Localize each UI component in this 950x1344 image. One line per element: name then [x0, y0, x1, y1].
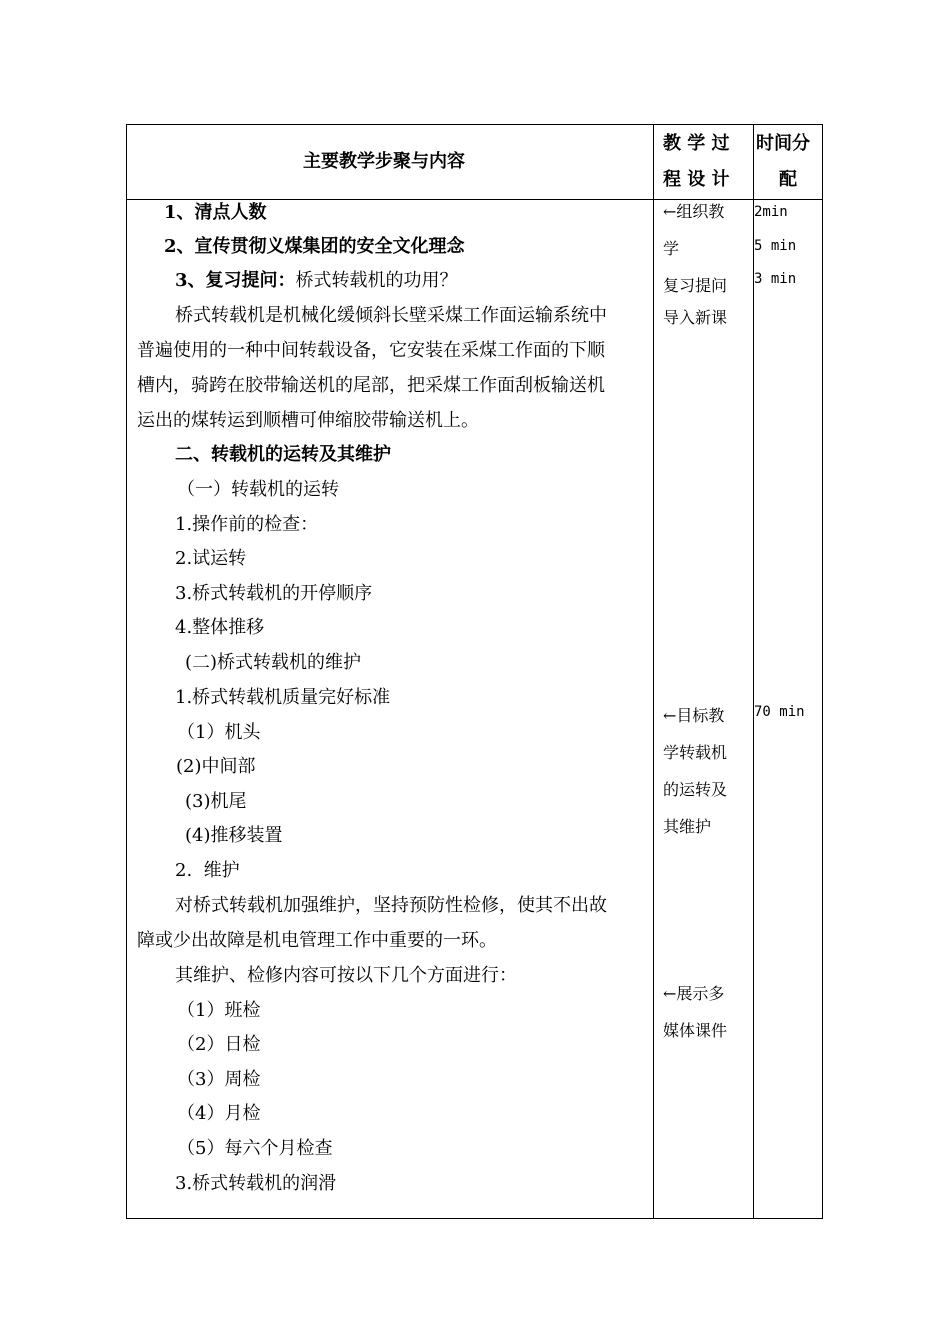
process-note-2: ←目标教: [663, 706, 725, 725]
process-note-1: 复习提问: [663, 276, 728, 295]
para1-line: 桥式转载机是机械化缓倾斜长壁采煤工作面运输系统中: [175, 305, 607, 326]
header-process-line1: 教 学 过: [663, 133, 730, 154]
step-2: 2、宣传贯彻义煤集团的安全文化理念: [164, 236, 465, 257]
time-value: 70 min: [754, 704, 805, 720]
process-note-2: 学转载机: [663, 743, 728, 762]
time-value: 2min: [754, 204, 788, 220]
para1-line: 运出的煤转运到顺槽可伸缩胶带输送机上。: [137, 410, 479, 431]
process-note-1: 导入新课: [663, 308, 728, 327]
list-item: 2. 维护: [175, 860, 240, 881]
process-note-2: 的运转及: [663, 780, 728, 799]
list-item: （4）月检: [177, 1103, 261, 1124]
header-divider: [127, 199, 822, 200]
subsection-2: (二)桥式转载机的维护: [185, 652, 362, 673]
list-item: 3.桥式转载机的开停顺序: [175, 583, 373, 604]
para1-line: 普遍使用的一种中间转载设备，它安装在采煤工作面的下顺: [137, 340, 605, 361]
process-note-3: ←展示多: [663, 984, 725, 1003]
column-divider: [653, 125, 654, 1218]
list-item: 2.试运转: [175, 548, 247, 569]
process-note-1: ←组织教: [663, 202, 725, 221]
list-item: (3)机尾: [185, 791, 247, 812]
list-item: (2)中间部: [176, 756, 256, 777]
header-time-line1: 时间分: [756, 133, 810, 154]
list-item: 3.桥式转载机的润滑: [175, 1173, 337, 1194]
step-3-question: 桥式转载机的功用？: [295, 270, 458, 291]
list-item: (4)推移装置: [185, 825, 283, 846]
step-3: [175, 270, 458, 292]
list-item: 4.整体推移: [175, 617, 265, 638]
time-value: 5 min: [754, 238, 797, 254]
list-item: 1.桥式转载机质量完好标准: [175, 687, 391, 708]
header-process-line2: 程 设 计: [663, 169, 730, 190]
step-1: 1、清点人数: [164, 202, 267, 223]
process-note-3: 媒体课件: [663, 1021, 728, 1040]
para1-line: 槽内，骑跨在胶带输送机的尾部，把采煤工作面刮板输送机: [137, 375, 605, 396]
para2-line: 障或少出故障是机电管理工作中重要的一环。: [137, 930, 497, 951]
lesson-table: [126, 124, 823, 1219]
list-item: （1）班检: [177, 1000, 261, 1021]
time-value: 3 min: [754, 271, 797, 287]
list-item: （3）周检: [177, 1069, 261, 1090]
list-item: （5）每六个月检查: [177, 1138, 333, 1159]
para2-line: 对桥式转载机加强维护，坚持预防性检修，使其不出故: [175, 895, 607, 916]
process-note-2: 其维护: [663, 817, 712, 836]
list-item: （1）机头: [177, 722, 261, 743]
list-item: （2）日检: [177, 1034, 261, 1055]
header-time-line2: 配: [779, 169, 797, 190]
process-note-1: 学: [663, 239, 680, 258]
section-2-heading: 二、转载机的运转及其维护: [175, 444, 391, 465]
header-content-title: 主要教学步聚与内容: [303, 151, 465, 172]
list-item: 1.操作前的检查：: [175, 514, 319, 535]
subsection-1: （一）转载机的运转: [177, 479, 339, 500]
step-3-label: 3、复习提问：: [175, 270, 296, 291]
column-divider: [753, 125, 754, 1218]
para3: 其维护、检修内容可按以下几个方面进行：: [175, 965, 517, 986]
